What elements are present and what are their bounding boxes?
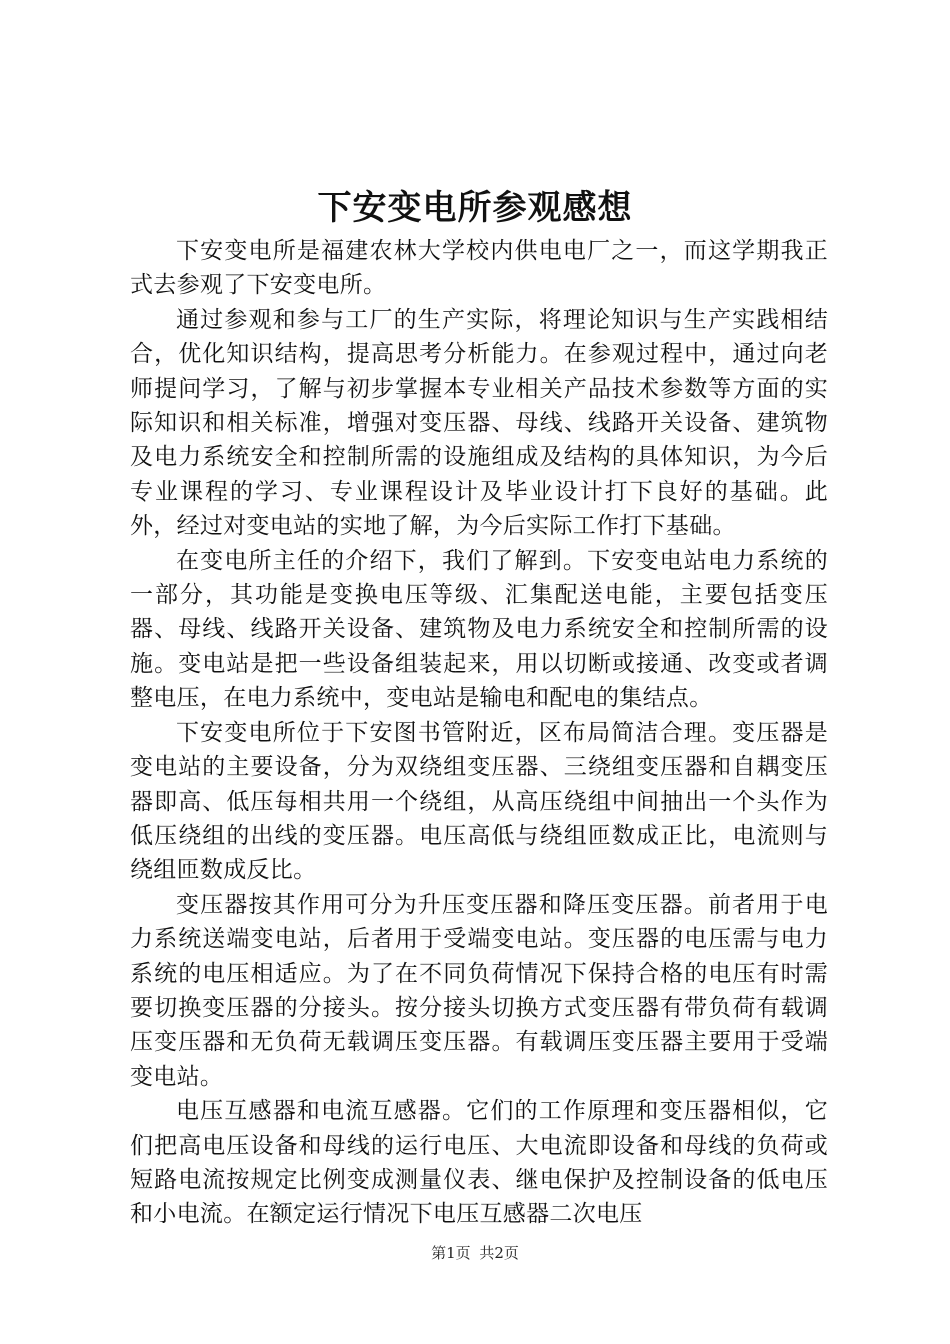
page-number: 第1页: [431, 1244, 471, 1262]
document-title: 下安变电所参观感想: [317, 188, 633, 228]
paragraph-5: 变压器按其作用可分为升压变压器和降压变压器。前者用于电力系统送端变电站，后者用于受端变电站。变压器的电压需与电力系统的电压相适应。为了在不同负荷情况下保持合格的电压有时需要切换变压器的分接头。按分接头切换方式变压器有带负荷有载调压变压器和无负荷无载调压变压器。有载调压变压器主要用于受端变电站。: [130, 891, 828, 1090]
paragraph-4: 下安变电所位于下安图书管附近，区布局简洁合理。变压器是变电站的主要设备，分为双绕组变压器、三绕组变压器和自耦变压器即高、低压每相共用一个绕组，从高压绕组中间抽出一个头作为低压绕组的出线的变压器。电压高低与绕组匝数成正比，电流则与绕组匝数成反比。: [130, 719, 828, 884]
paragraph-6: 电压互感器和电流互感器。它们的工作原理和变压器相似，它们把高电压设备和母线的运行电压、大电流即设备和母线的负荷或短路电流按规定比例变成测量仪表、继电保护及控制设备的低电压和小电流。在额定运行情况下电压互感器二次电压: [130, 1098, 828, 1228]
page-total: 共2页: [479, 1244, 519, 1262]
paragraph-3: 在变电所主任的介绍下，我们了解到。下安变电站电力系统的一部分，其功能是变换电压等级、汇集配送电能，主要包括变压器、母线、线路开关设备、建筑物及电力系统安全和控制所需的设施。变电站是把一些设备组装起来，用以切断或接通、改变或者调整电压，在电力系统中，变电站是输电和配电的集结点。: [130, 547, 828, 712]
document-body: [130, 234, 828, 1232]
page-footer: [0, 1242, 950, 1264]
paragraph-1: 下安变电所是福建农林大学校内供电电厂之一，而这学期我正式去参观了下安变电所。: [130, 238, 828, 299]
paragraph-2: 通过参观和参与工厂的生产实际，将理论知识与生产实践相结合，优化知识结构，提高思考分析能力。在参观过程中，通过向老师提问学习，了解与初步掌握本专业相关产品技术参数等方面的实际知识和相关标准，增强对变压器、母线、线路开关设备、建筑物及电力系统安全和控制所需的设施组成及结构的具体知识，为今后专业课程的学习、专业课程设计及毕业设计打下良好的基础。此外，经过对变电站的实地了解，为今后实际工作打下基础。: [130, 306, 828, 540]
